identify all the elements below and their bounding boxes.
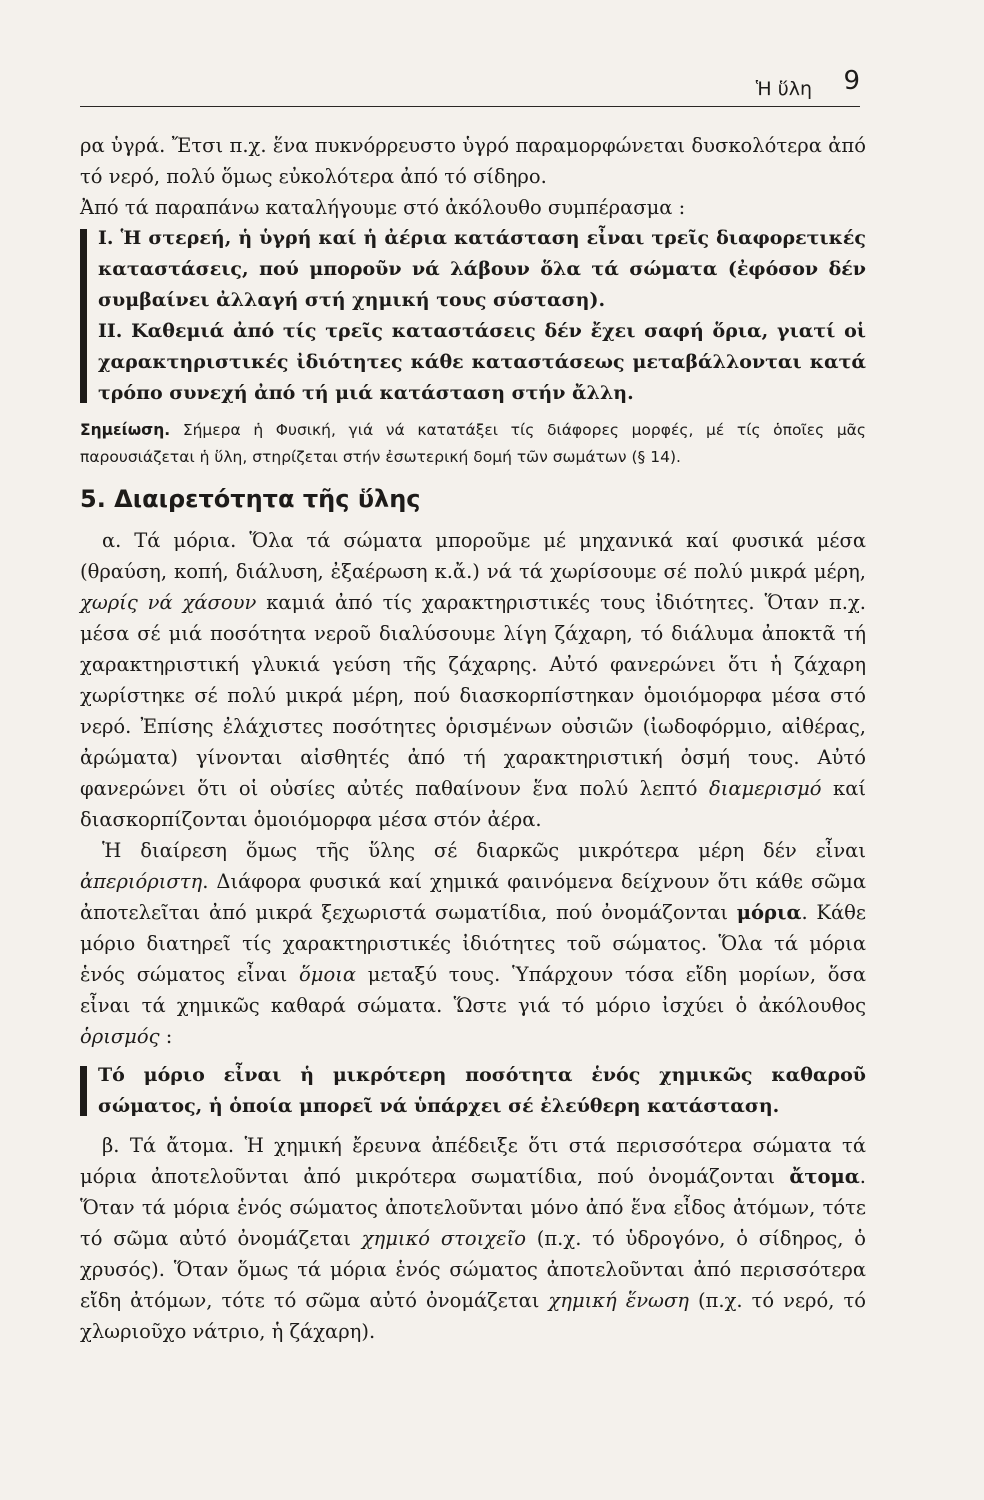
conclusion-i: I. Ἡ στερεή, ἡ ὑγρή καί ἡ ἀέρια κατάσταση εἶναι τρεῖς διαφορετικές καταστάσεις, πού μποροῦν νά λάβουν ὅλα τά σώματα (ἐφόσον δέν συμβαίνει ἀλλαγή στή χημική τους σύσταση). [98,227,866,311]
molecule-definition-box [80,1060,866,1122]
conclusion-lead: Ἀπό τά παραπάνω καταλήγουμε στό ἀκόλουθο συμπέρασμα : [80,196,686,219]
emphasis-text: ἀπεριόριστη [80,870,203,893]
atoms-paragraph: β. Τά ἄτομα. Ἡ χημική ἔρευνα ἀπέδειξε ὅτι στά περισσότερα σώματα τά μόρια ἀποτελοῦνται ἀπό μικρότερα σωματίδια, πού ὀνομάζονται ἄτομα. Ὅταν τά μόρια ἑνός σώματος ἀποτελοῦνται μόνο ἀπό ἕνα εἶδος ἀτόμων, τότε τό σῶμα αὐτό ὀνομάζεται χημικό στοιχεῖο (π.χ. τό ὑδρογόνο, ὁ σίδηρος, ὁ χρυσός). Ὅταν ὅμως τά μόρια ἑνός σώματος ἀποτελοῦνται ἀπό περισσότερα εἴδη ἀτόμων, τότε τό σῶμα αὐτό ὀνομάζεται χημική ἕνωση (π.χ. τό νερό, τό χλωριοῦχο νάτριο, ἡ ζάχαρη). [80,1134,866,1343]
running-title: Ἡ ὕλη [755,78,812,100]
bold-term: μόρια [736,901,802,924]
page-body [80,130,866,1347]
molecules-paragraph: α. Τά μόρια. Ὅλα τά σώματα μποροῦμε μέ μηχανικά καί φυσικά μέσα (θραύση, κοπή, διάλυση, ἐξαέρωση κ.ἄ.) νά τά χωρίσουμε σέ πολύ μικρά μέρη, χωρίς νά χάσουν καμιά ἀπό τίς χαρακτηριστικές τους ἰδιότητες. Ὅταν π.χ. μέσα σέ μιά ποσότητα νεροῦ διαλύσουμε λίγη ζάχαρη, τό διάλυμα ἀποκτᾶ τή χαρακτηριστική γλυκιά γεύση τῆς ζάχαρης. Αὐτό φανερώνει ὅτι ἡ ζάχαρη χωρίστηκε σέ πολύ μικρά μέρη, πού διασκορπίστηκαν ὁμοιόμορφα μέσα στό νερό. Ἐπίσης ἐλάχιστες ποσότητες ὁρισμένων οὐσιῶν (ἰωδοφόρμιο, αἰθέρας, ἀρώματα) γίνονται αἰσθητές ἀπό τή χαρακτηριστική ὀσμή τους. Αὐτό φανερώνει ὅτι οἱ οὐσίες αὐτές παθαίνουν ἕνα πολύ λεπτό διαμερισμό καί διασκορπίζονται ὁμοιόμορφα μέσα στόν ἀέρα. [80,529,867,831]
intro-paragraph: ρα ὑγρά. Ἔτσι π.χ. ἕνα πυκνόρρευστο ὑγρό παραμορφώνεται δυσκολότερα ἀπό τό νερό, πολύ ὅμως εὐκολότερα ἀπό τό σίδηρο. [80,134,866,188]
molecule-division-paragraph: Ἡ διαίρεση ὅμως τῆς ὕλης σέ διαρκῶς μικρότερα μέρη δέν εἶναι ἀπεριόριστη. Διάφορα φυσικά καί χημικά φαινόμενα δείχνουν ὅτι κάθε σῶμα ἀποτελεῖται ἀπό μικρά ξεχωριστά σωματίδια, πού ὀνομάζονται μόρια. Κάθε μόριο διατηρεῖ τίς χαρακτηριστικές ἰδιότητες τοῦ σώματος. Ὅλα τά μόρια ἑνός σώματος εἶναι ὅμοια μεταξύ τους. Ὑπάρχουν τόσα εἴδη μορίων, ὅσα εἶναι τά χημικῶς καθαρά σώματα. Ὥστε γιά τό μόριο ἰσχύει ὁ ἀκόλουθος ὁρισμός : [80,839,867,1048]
emphasis-text: ὁρισμός [80,1025,160,1048]
conclusion-ii: II. Καθεμιά ἀπό τίς τρεῖς καταστάσεις δέν ἔχει σαφή ὅρια, γιατί οἱ χαρακτηριστικές ἰδιότητες κάθε καταστάσεως μεταβάλλονται κατά τρόπο συνεχή ἀπό τή μιά κατάσταση στήν ἄλλη. [98,320,866,404]
emphasis-text: χημική ἕνωση [548,1289,689,1312]
page-number: 9 [843,66,860,96]
note-text: Σήμερα ἡ Φυσική, γιά νά κατατάξει τίς διάφορες μορφές, μέ τίς ὁποῖες μᾶς παρουσιάζεται ἡ ὕλη, στηρίζεται στήν ἐσωτερική δομή τῶν σωμάτων (§ 14). [80,421,866,466]
emphasis-text: χωρίς νά χάσουν [80,591,257,614]
page-header [80,66,860,107]
note-label: Σημείωση. [80,421,171,439]
molecule-definition: Τό μόριο εἶναι ἡ μικρότερη ποσότητα ἑνός χημικῶς καθαροῦ σώματος, ἡ ὁποία μπορεῖ νά ὑπάρχει σέ ἐλεύθερη κατάσταση. [98,1064,866,1117]
section-title: 5. Διαιρετότητα τῆς ὕλης [80,485,421,513]
emphasis-text: χημικό στοιχεῖο [361,1227,526,1250]
note-paragraph [80,417,866,471]
emphasis-text: διαμερισμό [708,777,822,800]
emphasis-text: ὅμοια [299,963,357,986]
conclusions-box [80,223,866,409]
bold-term: ἄτομα [789,1165,860,1188]
